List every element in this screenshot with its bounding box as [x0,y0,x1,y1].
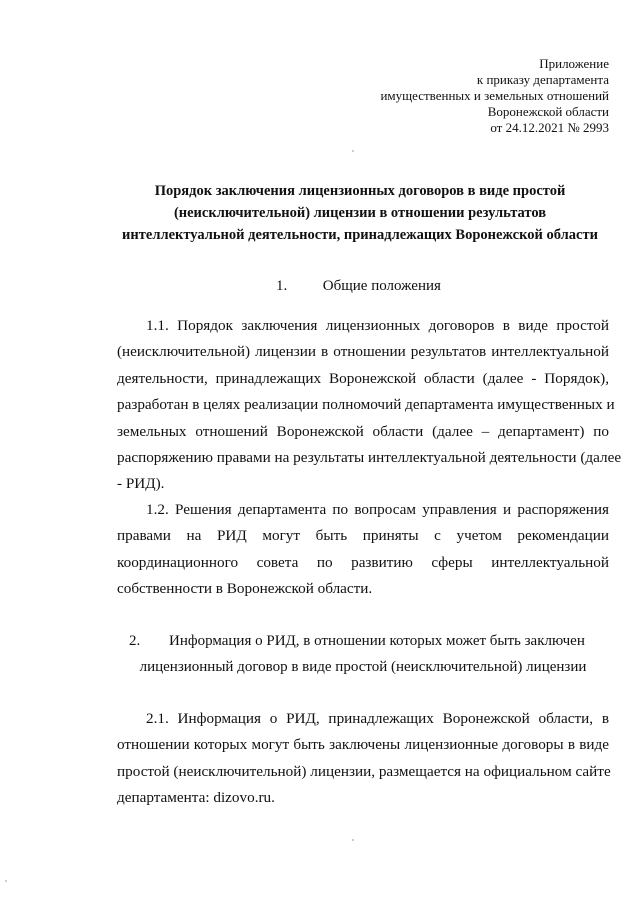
appendix-line: Приложение [539,56,609,71]
section-2-title-part-1: Информация о РИД, в отношении которых может быть заключен [169,633,585,649]
paragraph-line: (неисключительной) лицензии в отношении результатов интеллектуальной [117,343,609,361]
paragraph-line: - РИД). [117,475,165,493]
paragraph-line: департамента: dizovo.ru. [117,789,275,807]
section-2-number: 2. [129,633,141,649]
title-line: интеллектуальной деятельности, принадлежащих Воронежской области [122,227,598,243]
title-line: Порядок заключения лицензионных договоров в виде простой [154,183,566,199]
appendix-order-date-number: от 24.12.2021 № 2993 [490,120,609,135]
section-2-heading-line-1 [117,628,609,654]
scan-speck [352,150,354,152]
paragraph-line: простой (неисключительной) лицензии, размещается на официальном сайте [117,762,611,780]
paragraph-line: собственности в Воронежской области. [117,580,373,598]
paragraph-2-1 [117,706,609,812]
paragraph-line: правами на РИД могут быть приняты с учетом рекомендации [117,527,609,545]
paragraph-1-1 [117,313,622,498]
section-2-title-part-2: лицензионный договор в виде простой (неисключительной) лицензии [139,659,587,675]
section-1-number: 1. [276,278,288,294]
scan-speck [352,839,354,841]
appendix-line: имущественных и земельных отношений [380,88,609,103]
appendix-line: Воронежской области [487,104,609,119]
paragraph-line: 2.1. Информация о РИД, принадлежащих Воронежской области, в [146,710,609,727]
paragraph-line: земельных отношений Воронежской области (далее – департамент) по [117,422,609,440]
paragraph-line: 1.2. Решения департамента по вопросам управления и распоряжения [146,501,609,518]
paragraph-line: разработан в целях реализации полномочий департамента имущественных и [117,396,615,414]
appendix-line: к приказу департамента [476,72,609,87]
paragraph-line: отношении которых могут быть заключены лицензионные договоры в виде [117,736,609,754]
section-1-heading [276,276,441,296]
paragraph-line: распоряжению правами на результаты интеллектуальной деятельности (далее [117,448,622,466]
section-2-heading [117,628,609,680]
section-1-title: Общие положения [322,278,441,294]
document-title [100,180,620,246]
paragraph-1-2 [117,497,609,603]
paragraph-line: 1.1. Порядок заключения лицензионных договоров в виде простой [146,317,609,334]
scan-speck [5,880,7,882]
title-line: (неисключительной) лицензии в отношении результатов [173,205,547,221]
paragraph-line: деятельности, принадлежащих Воронежской области (далее - Порядок), [117,369,609,387]
paragraph-line: координационного совета по развитию сферы интеллектуальной [117,553,609,571]
appendix-header [380,56,609,136]
